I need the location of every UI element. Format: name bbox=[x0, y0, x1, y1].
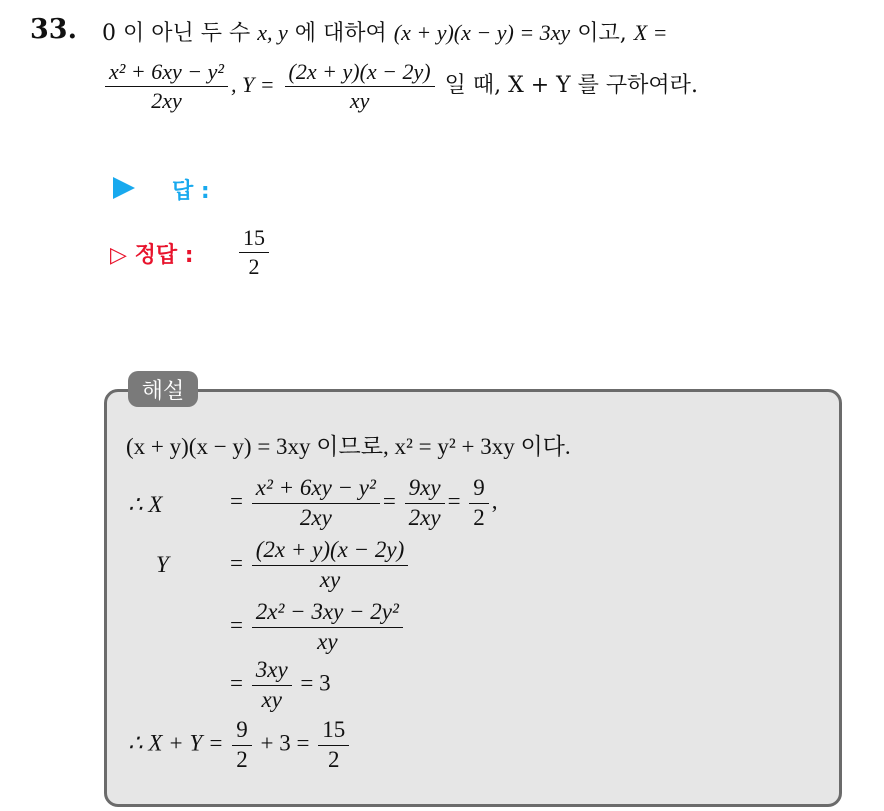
solution-badge: 해설 bbox=[128, 371, 198, 407]
row5-expression bbox=[128, 716, 352, 775]
play-triangle-icon bbox=[113, 177, 135, 199]
problem-intro: 0 이 아닌 두 수 bbox=[102, 21, 258, 46]
answer-label: 답 : bbox=[172, 179, 210, 204]
row1-lhs: ∴ X bbox=[128, 492, 163, 517]
row5-lhs: ∴ X + Y = bbox=[128, 730, 224, 756]
row1-f1-numerator: x² + 6xy − y² bbox=[252, 474, 380, 504]
problem-x-def: X = bbox=[633, 20, 668, 45]
correct-answer-value bbox=[239, 224, 269, 280]
row4-numerator: 3xy bbox=[252, 656, 292, 686]
row1-f1-denominator: 2xy bbox=[299, 504, 332, 530]
row1-fraction-2 bbox=[405, 474, 445, 533]
x-fraction-denominator: 2xy bbox=[151, 87, 182, 113]
problem-number: 33. bbox=[30, 14, 77, 45]
row5-fraction-1 bbox=[232, 716, 252, 775]
row2-numerator: (2x + y)(x − 2y) bbox=[252, 536, 409, 566]
row4-fraction bbox=[252, 656, 292, 715]
row2-fraction bbox=[252, 536, 409, 595]
problem-equation: (x + y)(x − y) = 3xy bbox=[393, 20, 571, 45]
problem-line-1 bbox=[102, 16, 667, 47]
y-fraction-numerator: (2x + y)(x − 2y) bbox=[285, 58, 435, 87]
row1-f3-numerator: 9 bbox=[469, 474, 489, 504]
problem-line-2 bbox=[102, 58, 698, 114]
row4-rhs: = 3 bbox=[300, 670, 331, 696]
row1-fraction-3 bbox=[469, 474, 489, 533]
problem-mid: 에 대하여 bbox=[287, 21, 394, 46]
row1-expression: = $\frac{\text{x² + 6xy − y²}}{2xy}$ = $\frac{9xy}{2xy}$ = $\frac{9}{2}$ , bbox=[230, 474, 498, 533]
problem-ask: 일 때, X + Y 를 구하여라. bbox=[437, 73, 698, 98]
row2-expression bbox=[230, 536, 411, 595]
problem-vars: x, y bbox=[257, 20, 288, 45]
row1-f3-denominator: 2 bbox=[473, 504, 485, 530]
row2-denominator: xy bbox=[319, 566, 341, 592]
y-fraction bbox=[285, 58, 435, 114]
problem-tail: 이고, bbox=[570, 21, 634, 46]
row4-equals: = bbox=[230, 670, 243, 696]
row3-numerator: 2x² − 3xy − 2y² bbox=[252, 598, 403, 628]
row5-f1-numerator: 9 bbox=[232, 716, 252, 746]
row4-expression bbox=[230, 656, 331, 715]
solution-line-1: (x + y)(x − y) = 3xy 이므로, x² = y² + 3xy 이다. bbox=[126, 434, 571, 459]
row3-equals: = bbox=[230, 612, 243, 638]
y-fraction-denominator: xy bbox=[349, 87, 370, 113]
row4-denominator: xy bbox=[261, 686, 282, 712]
row5-fraction-2 bbox=[318, 716, 349, 775]
row1-equals: = bbox=[230, 488, 243, 514]
row5-f2-denominator: 2 bbox=[327, 746, 340, 772]
correct-answer-label: ▷ 정답 : bbox=[110, 243, 194, 268]
row3-fraction bbox=[252, 598, 403, 657]
row3-expression bbox=[230, 598, 406, 657]
row5-f2-numerator: 15 bbox=[318, 716, 349, 746]
row5-mid: + 3 = bbox=[260, 730, 310, 756]
x-fraction bbox=[105, 58, 228, 114]
correct-answer-denominator: 2 bbox=[248, 253, 260, 279]
row1-f2-denominator: 2xy bbox=[408, 504, 441, 530]
correct-answer-numerator: 15 bbox=[239, 224, 269, 253]
problem-sep: , Y = bbox=[230, 72, 275, 97]
row1-fraction-1 bbox=[252, 474, 380, 533]
row5-f1-denominator: 2 bbox=[236, 746, 248, 772]
row2-equals: = bbox=[230, 550, 243, 576]
row1-f2-numerator: 9xy bbox=[405, 474, 445, 504]
row2-lhs: Y bbox=[156, 552, 169, 577]
row3-denominator: xy bbox=[317, 628, 338, 654]
x-fraction-numerator: x² + 6xy − y² bbox=[105, 58, 228, 87]
